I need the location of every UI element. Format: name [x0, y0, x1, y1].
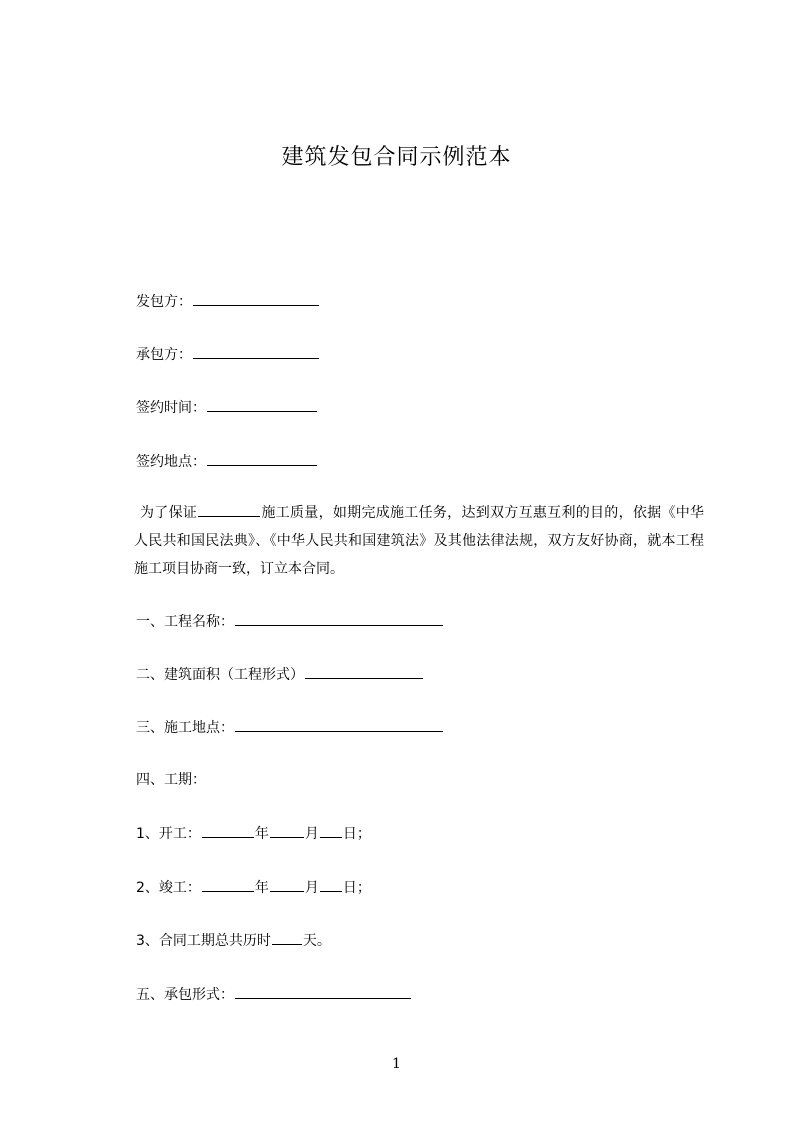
intro-part1: 为了保证: [140, 505, 198, 521]
sign-time-blank: [207, 398, 317, 412]
sign-place-blank: [207, 452, 317, 466]
clause-site: [136, 718, 444, 737]
sign-place-field: [136, 452, 318, 471]
contractor-label: 承包方：: [136, 347, 192, 363]
total-days-blank: [272, 931, 302, 945]
start-label: 1、开工：: [136, 826, 201, 842]
start-month-blank: [270, 824, 304, 838]
day-text: 日；: [342, 826, 371, 842]
intro-part2: 施工质量，如期完成施工任务，达到双方互惠互利的目的，依据《中华人民共和国民法典》、《中华人民共和国建筑法》及其他法律法规，双方友好协商，就本工程施工项目协商一致，订立本合同。: [134, 505, 705, 577]
clause-3-label: 三、施工地点：: [136, 720, 234, 736]
page-number: 1: [392, 1056, 401, 1072]
sign-place-label: 签约地点：: [136, 454, 206, 470]
clause-project-name: [136, 612, 444, 631]
sign-time-label: 签约时间：: [136, 400, 206, 416]
site-blank: [235, 718, 443, 732]
intro-paragraph: [134, 499, 704, 583]
employer-blank: [193, 292, 319, 306]
start-day-blank: [320, 824, 342, 838]
start-year-blank: [202, 824, 254, 838]
clause-1-label: 一、工程名称：: [136, 614, 234, 630]
month-text: 月: [304, 880, 319, 896]
sign-time-field: [136, 398, 318, 417]
year-text: 年: [254, 880, 269, 896]
total-suffix: 天。: [302, 933, 331, 949]
clause-4-label: 四、工期：: [136, 772, 206, 788]
contractor-field: [136, 345, 320, 364]
clause-building-area: [136, 665, 424, 684]
end-date-line: [136, 878, 371, 897]
month-text: 月: [304, 826, 319, 842]
day-text: 日；: [342, 880, 371, 896]
employer-label: 发包方：: [136, 294, 192, 310]
start-date-line: [136, 824, 371, 843]
contractor-blank: [193, 345, 319, 359]
end-label: 2、竣工：: [136, 880, 201, 896]
end-year-blank: [202, 878, 254, 892]
contract-form-blank: [235, 985, 411, 999]
end-day-blank: [320, 878, 342, 892]
clause-duration: [136, 771, 206, 789]
document-title: 建筑发包合同示例范本: [281, 145, 512, 170]
project-name-blank: [235, 612, 443, 626]
project-blank: [198, 503, 260, 517]
total-prefix: 3、合同工期总共历时: [136, 933, 271, 949]
clause-2-label: 二、建筑面积（工程形式）: [136, 667, 304, 683]
year-text: 年: [254, 826, 269, 842]
clause-5-label: 五、承包形式：: [136, 987, 234, 1003]
employer-field: [136, 292, 320, 311]
clause-contract-form: [136, 985, 412, 1004]
building-area-blank: [305, 665, 423, 679]
total-duration-line: [136, 931, 331, 950]
end-month-blank: [270, 878, 304, 892]
